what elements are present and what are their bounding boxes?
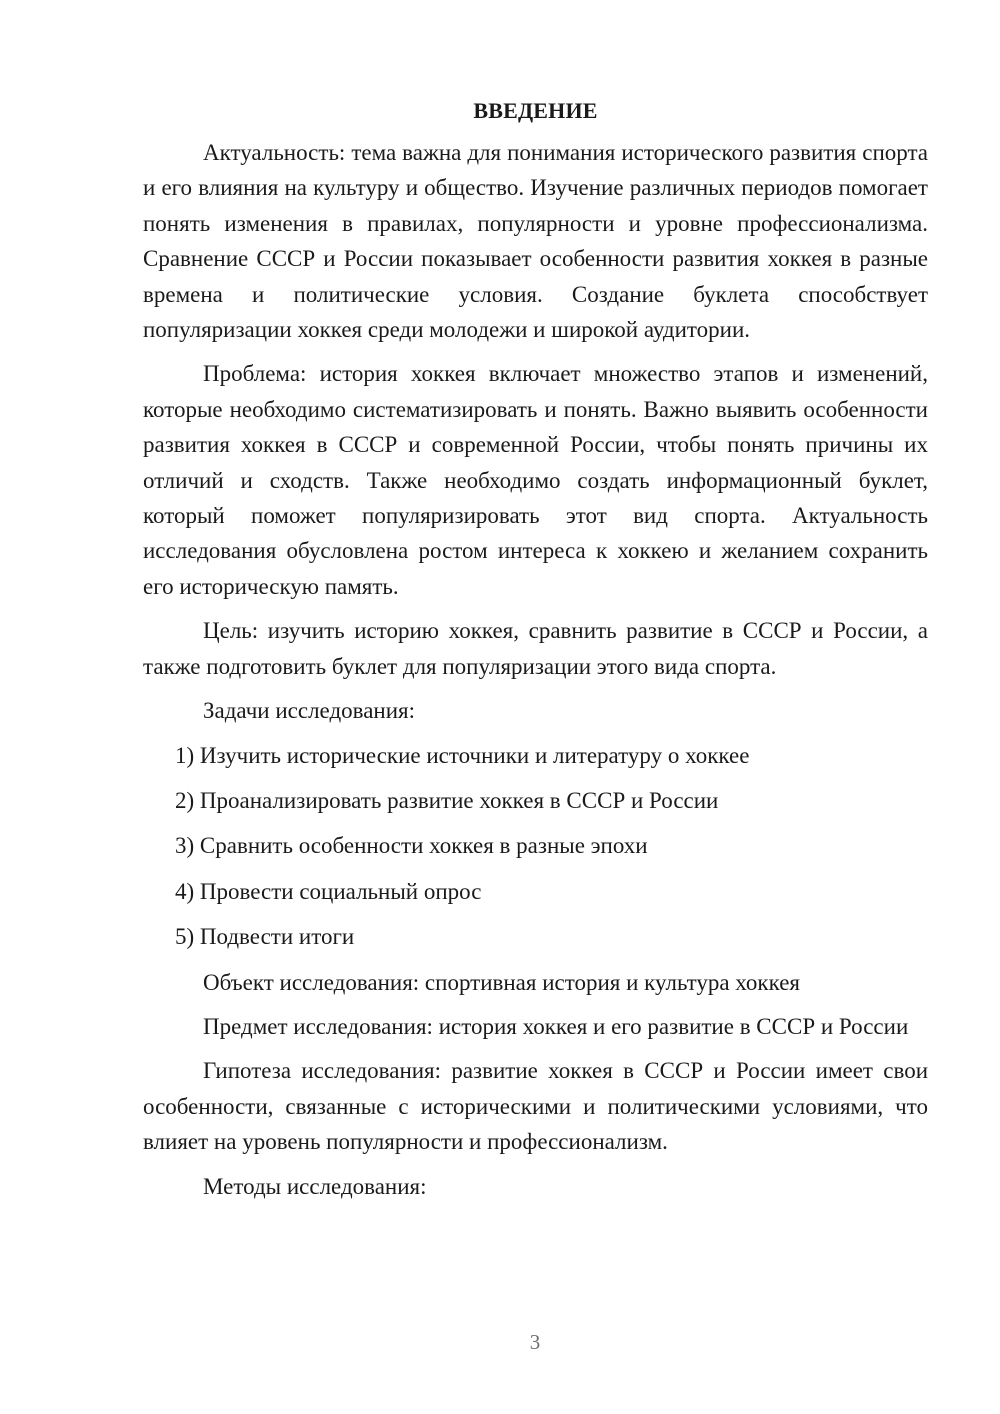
section-heading: ВВЕДЕНИЕ xyxy=(473,98,598,123)
document-page xyxy=(143,96,928,1213)
list-item: 3) Сравнить особенности хоккея в разные эпохи xyxy=(175,833,648,859)
subject-paragraph: Предмет исследования: история хоккея и его развитие в СССР и России xyxy=(203,1013,909,1039)
list-item: 4) Провести социальный опрос xyxy=(175,878,482,904)
list-item: 5) Подвести итоги xyxy=(175,924,355,950)
list-item: 1) Изучить исторические источники и литературу о хоккее xyxy=(175,742,750,768)
tasks-title: Задачи исследования: xyxy=(203,698,416,724)
page-number: 3 xyxy=(529,1330,541,1354)
relevance-paragraph: Актуальность: тема важна для понимания исторического развития спорта и его влияния на культуру и общество. Изучение различных периодов помогает понять изменения в правилах, популярности и уровне профессионализма. Сравнение СССР и России показывает особенности развития хоккея в разные времена и политические условия. Создание буклета способствует популяризации хоккея среди молодежи и широкой аудитории. xyxy=(143,140,928,343)
methods-title: Методы исследования: xyxy=(203,1173,427,1199)
object-paragraph: Объект исследования: спортивная история и культура хоккея xyxy=(203,969,800,995)
tasks-list xyxy=(143,738,928,955)
goal-paragraph: Цель: изучить историю хоккея, сравнить развитие в СССР и России, а также подготовить буклет для популяризации этого вида спорта. xyxy=(143,618,928,679)
list-item: 2) Проанализировать развитие хоккея в СССР и России xyxy=(175,787,719,813)
hypothesis-paragraph: Гипотеза исследования: развитие хоккея в СССР и России имеет свои особенности, связанные с историческими и политическими условиями, что влияет на уровень популярности и профессионализм. xyxy=(143,1058,928,1155)
problem-paragraph: Проблема: история хоккея включает множество этапов и изменений, которые необходимо систематизировать и понять. Важно выявить особенности развития хоккея в СССР и современной России, чтобы понять причины их отличий и сходств. Также необходимо создать информационный буклет, который поможет популяризировать этот вид спорта. Актуальность исследования обусловлена ростом интереса к хоккею и желанием сохранить его историческую память. xyxy=(143,361,928,599)
